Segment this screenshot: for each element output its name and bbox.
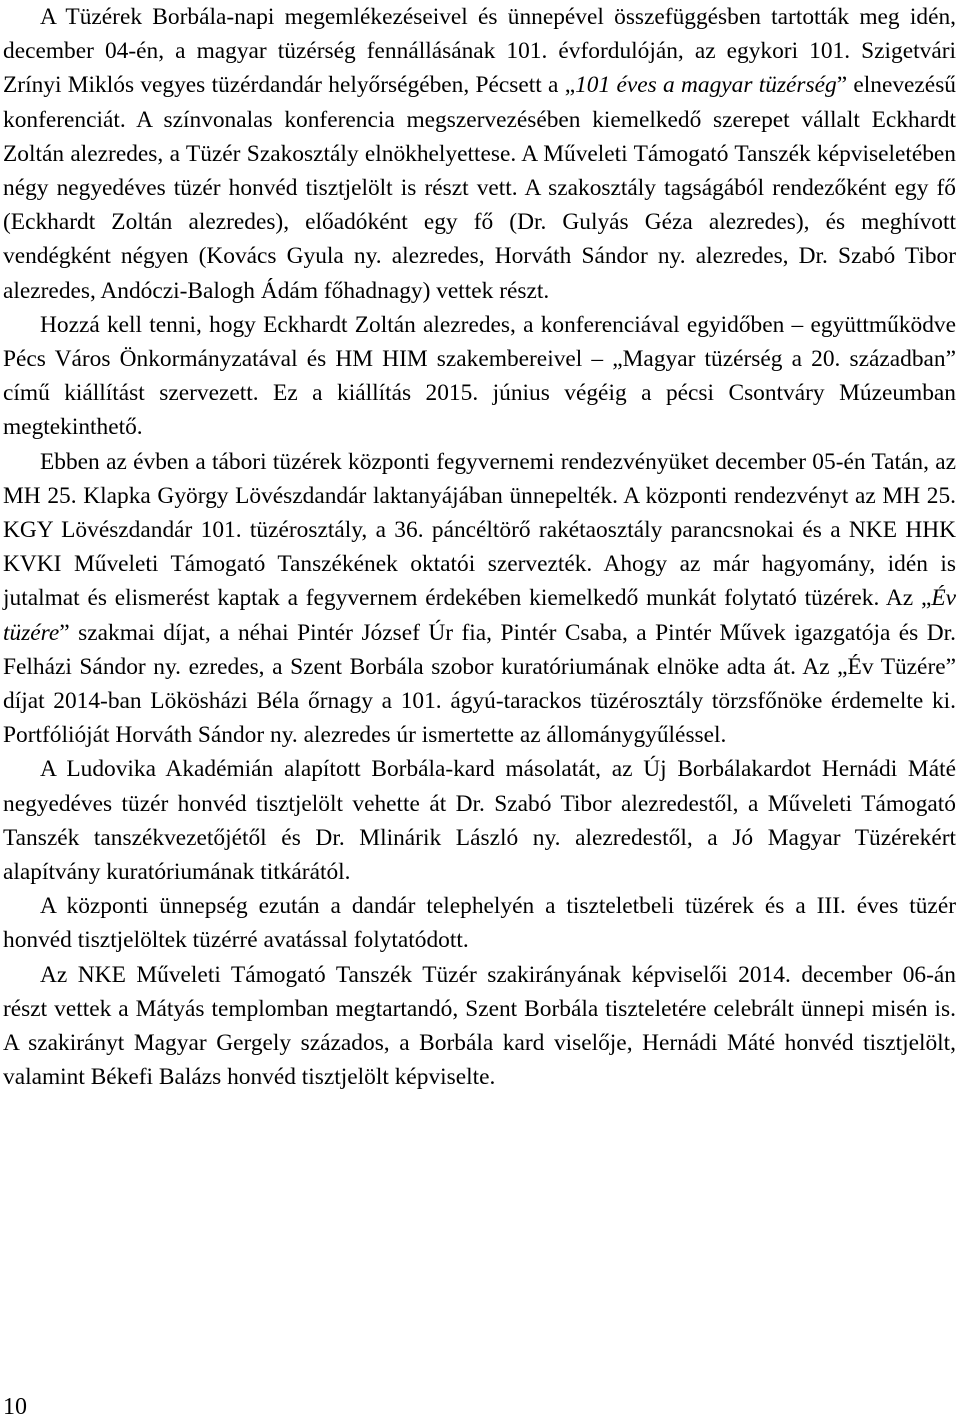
text-segment: ” szakmai díjat, a néhai Pintér József Úr fia, Pintér Csaba, a Pintér Művek igazgatója és Dr. Felházi Sándor ny. ezredes, a Szent Borbála szobor kuratóriumának elnöke adta át. Az „Év Tüzére” díjat 2014-ban Lökösházi Béla őrnagy a 101. ágyú-tarackos tüzérosztály törzsfőnöke érdemelte ki. Portfólióját Horváth Sándor ny. alezredes úr ismertette az állománygyűléssel. xyxy=(3,619,956,749)
text-segment: A Tüzérek Borbála-napi megemlékezéseivel és ünnepével összefüggésben tartották meg idén, december 04-én, a magyar tüzérség fennállásának 101. évfordulóján, az egykori 101. Szigetvári Zrínyi Miklós vegyes tüzérdandár helyőrségében, Pécsett a „ xyxy=(3,4,956,99)
paragraph-p1 xyxy=(3,0,956,308)
text-segment: A Ludovika Akadémián alapított Borbála-kard másolatát, az Új Borbálakardot Hernádi Máté negyedéves tüzér honvéd tisztjelölt vehette át Dr. Szabó Tibor alezredestől, a Műveleti Támogató Tanszék tanszékvezetőjétől és Dr. Mlinárik László ny. alezredestől, a Jó Magyar Tüzérekért alapítvány kuratóriumának titkárától. xyxy=(3,756,956,886)
document-page xyxy=(3,0,956,1095)
text-segment: Az NKE Műveleti Támogató Tanszék Tüzér szakirányának képviselői 2014. december 06-án részt vettek a Mátyás templomban megtartandó, Szent Borbála tiszteletére celebrált ünnepi misén is. A szakirányt Magyar Gergely százados, a Borbála kard viselője, Hernádi Máté honvéd tisztjelölt, valamint Békefi Balázs honvéd tisztjelölt képviselte. xyxy=(3,961,956,1091)
paragraph-p2 xyxy=(3,308,956,445)
page-number: 10 xyxy=(3,1394,27,1420)
italic-text: 101 éves a magyar tüzérség xyxy=(575,72,837,99)
italic-text: Év tüzére xyxy=(3,585,956,646)
text-segment: Ebben az évben a tábori tüzérek központi fegyvernemi rendezvényüket december 05-én Tatán, az MH 25. Klapka György Lövészdandár laktanyájában ünnepelték. A központi rendezvényt az MH 25. KGY Lövészdandár 101. tüzérosztály, a 36. páncéltörő rakétaosztály parancsnokai és a NKE HHK KVKI Műveleti Támogató Tanszékének oktatói szervezték. Ahogy az már hagyomány, idén is jutalmat és elismerést kaptak a fegyvernem érdekében kiemelkedő munkát folytató tüzérek. Az „ xyxy=(3,448,956,612)
text-segment: Hozzá kell tenni, hogy Eckhardt Zoltán alezredes, a konferenciával egyidőben – együttműködve Pécs Város Önkormányzatával és HM HIM szakembereivel – „Magyar tüzérség a 20. században” című kiállítást szervezett. Ez a kiállítás 2015. június végéig a pécsi Csontváry Múzeumban megtekinthető. xyxy=(3,311,956,441)
paragraph-p4 xyxy=(3,752,956,889)
text-segment: A központi ünnepség ezután a dandár telephelyén a tiszteletbeli tüzérek és a III. éves tüzér honvéd tisztjelöltek tüzérré avatással folytatódott. xyxy=(3,893,956,954)
body-text xyxy=(3,0,956,1095)
paragraph-p6 xyxy=(3,958,956,1095)
paragraph-p3 xyxy=(3,445,956,753)
paragraph-p5 xyxy=(3,889,956,957)
text-segment: ” elnevezésű konferenciát. A színvonalas konferencia megszervezésében kiemelkedő szerepet vállalt Eckhardt Zoltán alezredes, a Tüzér Szakosztály elnökhelyettese. A Műveleti Támogató Tanszék képviseletében négy negyedéves tüzér honvéd tisztjelölt is részt vett. A szakosztály tagságából rendezőként egy fő (Eckhardt Zoltán alezredes), előadóként egy fő (Dr. Gulyás Géza alezredes), és meghívott vendégként négyen (Kovács Gyula ny. alezredes, Horváth Sándor ny. alezredes, Dr. Szabó Tibor alezredes, Andóczi-Balogh Ádám főhadnagy) vettek részt. xyxy=(3,72,956,304)
